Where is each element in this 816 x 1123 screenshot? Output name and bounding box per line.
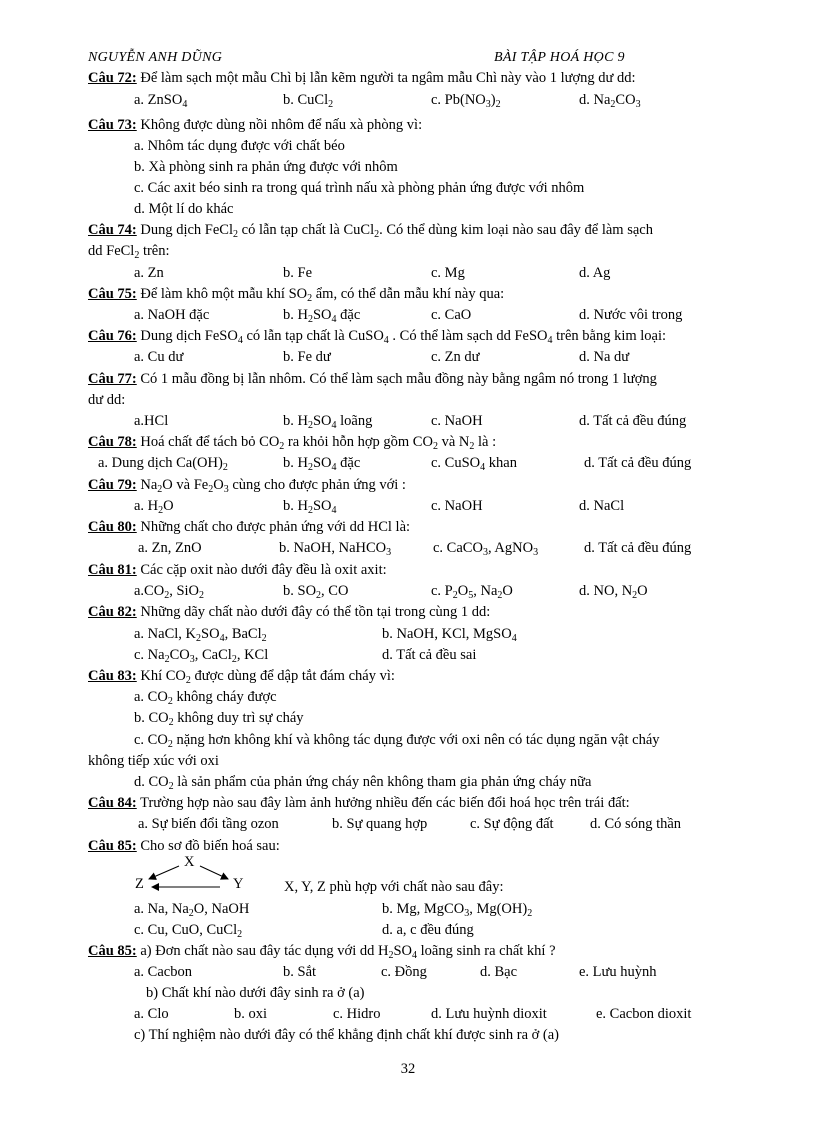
option-a: a. Clo [134,1006,169,1022]
question-text: Không được dùng nồi nhôm để nấu xà phòng vì: [136,117,423,133]
option-e: e. Lưu huỳnh [579,964,657,980]
option-a: $a.CO_2$, SiO$_2$ [134,583,205,601]
question-number: Câu 75: [88,286,137,302]
option-d: d. Có sóng thần [590,816,682,832]
option-a: a. Cacbon [134,964,192,980]
option-d: d. Tất cả đều đúng [579,413,687,429]
option-d: d. $Na_2CO_3$ [579,92,641,110]
question-77 [88,369,657,389]
sub-question-b: b) Chất khí nào dưới đây sinh ra ở (a) [146,985,365,1001]
option-c: c. Cu, CuO, CuCl$_2$ [134,922,243,940]
option-a: a. Na, $Na_2O$, NaOH [134,901,250,919]
node-z: Z [135,876,144,892]
option-c: c. $Pb(NO_3)_2$ [431,92,501,110]
question-text: Các cặp oxit nào dưới đây đều là oxit axit: [136,562,387,578]
option-d: d. Bạc [480,964,518,980]
option-e: e. Cacbon dioxit [596,1006,692,1022]
diagram-arrows [128,854,278,894]
question-text: Những chất cho được phản ứng với dd HCl là: [136,519,411,535]
option-a: a. Cu dư [134,349,184,365]
option-a: a. ZnSO$_4$ [134,92,188,110]
question-text: Trường hợp nào sau đây làm ảnh hưởng nhiều đến các biến đổi hoá học trên trái đất: [136,795,630,811]
option-c: c. CaO [431,307,472,323]
question-number: Câu 83: [88,668,137,684]
option-a: a.HCl [134,413,169,429]
page-header [88,50,748,68]
question-73 [88,115,422,135]
question-number: Câu 85: [88,838,137,854]
option-b: b. Fe [283,265,312,281]
option-d: d. Nước vôi trong [579,307,683,323]
question-72 [88,68,636,88]
option-c: c. Đồng [381,964,427,980]
question-number: Câu 76: [88,328,137,344]
option-b: b. $SO_2$, CO [283,583,349,601]
option-d: d. Lưu huỳnh dioxit [431,1006,547,1022]
option-b: b. Sắt [283,964,317,980]
question-text: Cho sơ đồ biến hoá sau: [136,838,280,854]
option-d: d. $CO_2$ là sản phẩm của phản ứng cháy nên không tham gia phản ứng cháy nữa [134,774,592,792]
option-a: a. Sự biến đổi tầng ozon [138,816,279,832]
option-c: c. Zn dư [431,349,480,365]
option-b: b. $H_2SO_4$ đặc [283,455,361,473]
question-number: Câu 73: [88,117,137,133]
page-number: 32 [400,1061,416,1077]
question-80 [88,517,410,537]
question-78: Câu 78: Hoá chất để tách bỏ $CO_2$ ra khỏi hỗn hợp gồm $CO_2$ và $N_2$ là : [88,434,497,452]
option-b: b. $H_2SO_4$ loãng [283,413,373,431]
option-b: b. NaOH, KCl, MgSO$_4$ [382,626,517,644]
question-77-cont: dư dd: [88,392,126,408]
option-c: c. Hidro [333,1006,381,1022]
sub-question-c: c) Thí nghiệm nào dưới đây có thể khẳng định chất khí được sinh ra ở (a) [134,1027,560,1043]
option-d: d. Tất cả đều đúng [584,455,692,471]
option-d: d. Na dư [579,349,630,365]
question-number: Câu 77: [88,371,137,387]
option-d: d. Tất cả đều sai [382,647,477,663]
option-d: d. NaCl [579,498,625,514]
option-a: a. Zn [134,265,164,281]
question-74-cont: dd FeCl$_2$ trên: [88,243,170,261]
option-a: a. NaOH đặc [134,307,210,323]
option-c: c. Các axit béo sinh ra trong quá trình nấu xà phòng phản ứng được với nhôm [134,180,585,196]
option-c: c. $CO_2$ nặng hơn không khí và không tác dụng được với oxi nên có tác dụng ngăn vật cháy [134,732,660,750]
arrow-x-to-z [149,866,179,879]
question-85 [88,836,280,856]
question-text: Có 1 mẫu đồng bị lẫn nhôm. Có thể làm sạch mẫu đồng này bằng ngâm nó trong 1 lượng [136,371,657,387]
option-a: a. NaCl, $K_2SO_4$, BaCl$_2$ [134,626,267,644]
question-85b: Câu 85: a) Đơn chất nào sau đây tác dụng với dd $H_2SO_4$ loãng sinh ra chất khí ? [88,943,556,961]
question-79: Câu 79: $Na_2O$ và $Fe_2O_3$ cùng cho được phản ứng với : [88,477,406,495]
option-d: d. Ag [579,265,611,281]
question-number: Câu 85: [88,943,137,959]
option-c: c. $Na_2CO_3$, CaCl$_2$, KCl [134,647,269,665]
option-b: b. NaOH, NaHCO$_3$ [279,540,392,558]
transformation-diagram [128,854,278,894]
question-85-prompt: X, Y, Z phù hợp với chất nào sau đây: [284,879,504,895]
option-a: a. $H_2O$ [134,498,174,516]
question-76: Câu 76: Dung dịch FeSO$_4$ có lẫn tạp chất là CuSO$_4$ . Có thể làm sạch dd FeSO$_4$ trên bằng kim loại: [88,328,667,346]
option-c: c. Sự động đất [470,816,554,832]
option-b: b. Fe dư [283,349,331,365]
option-a: a. Zn, ZnO [138,540,202,556]
option-b: b. $H_2SO_4$ [283,498,337,516]
question-81 [88,560,387,580]
author-name: NGUYỄN ANH DŨNG [88,50,223,65]
option-b: b. $H_2SO_4$ đặc [283,307,361,325]
option-b: b. oxi [234,1006,268,1022]
option-d: d. NO, $N_2O$ [579,583,648,601]
option-a: a. Dung dịch $Ca(OH)_2$ [98,455,228,473]
option-b: b. Xà phòng sinh ra phản ứng được với nhôm [134,159,398,175]
option-d: d. Tất cả đều đúng [584,540,692,556]
arrow-x-to-y [200,866,228,879]
question-number: Câu 78: [88,434,137,450]
option-b: b. Mg, MgCO$_3$, $Mg(OH)_2$ [382,901,533,919]
question-number: Câu 80: [88,519,137,535]
option-b: b. Sự quang hợp [332,816,428,832]
question-text: Những dãy chất nào dưới đây có thể tồn tại trong cùng 1 dd: [136,604,491,620]
option-c: c. Mg [431,265,465,281]
question-text: Để làm sạch một mẫu Chì bị lẫn kẽm người ta ngâm mẫu Chì này vào 1 lượng dư dd: [136,70,636,86]
option-c: c. NaOH [431,413,483,429]
question-number: Câu 72: [88,70,137,86]
question-75: Câu 75: Để làm khô một mẫu khí $SO_2$ ẩm, có thể dẫn mẫu khí này qua: [88,286,505,304]
node-y: Y [233,876,244,892]
option-c: c. CaCO$_3$, AgNO$_3$ [433,540,539,558]
option-c: c. $P_2O_5$, $Na_2O$ [431,583,513,601]
option-c: c. NaOH [431,498,483,514]
question-number: Câu 74: [88,222,137,238]
option-c-cont: không tiếp xúc với oxi [88,753,219,769]
option-c: c. CuSO$_4$ khan [431,455,517,473]
book-title: BÀI TẬP HOÁ HỌC 9 [494,50,625,65]
option-d: d. a, c đều đúng [382,922,474,938]
option-b: b. $CO_2$ không duy trì sự cháy [134,710,304,728]
question-number: Câu 82: [88,604,137,620]
option-d: d. Một lí do khác [134,201,234,217]
question-number: Câu 84: [88,795,137,811]
question-84 [88,793,630,813]
question-82 [88,602,490,622]
question-74: Câu 74: Dung dịch FeCl$_2$ có lẫn tạp chất là CuCl$_2$. Có thể dùng kim loại nào sau đây để làm sạch [88,222,653,240]
question-83: Câu 83: Khí $CO_2$ được dùng để dập tắt đám cháy vì: [88,668,395,686]
question-number: Câu 81: [88,562,137,578]
option-a: a. Nhôm tác dụng được với chất béo [134,138,345,154]
question-number: Câu 79: [88,477,137,493]
option-a: a. $CO_2$ không cháy được [134,689,277,707]
node-x: X [184,854,195,870]
option-b: b. CuCl$_2$ [283,92,334,110]
